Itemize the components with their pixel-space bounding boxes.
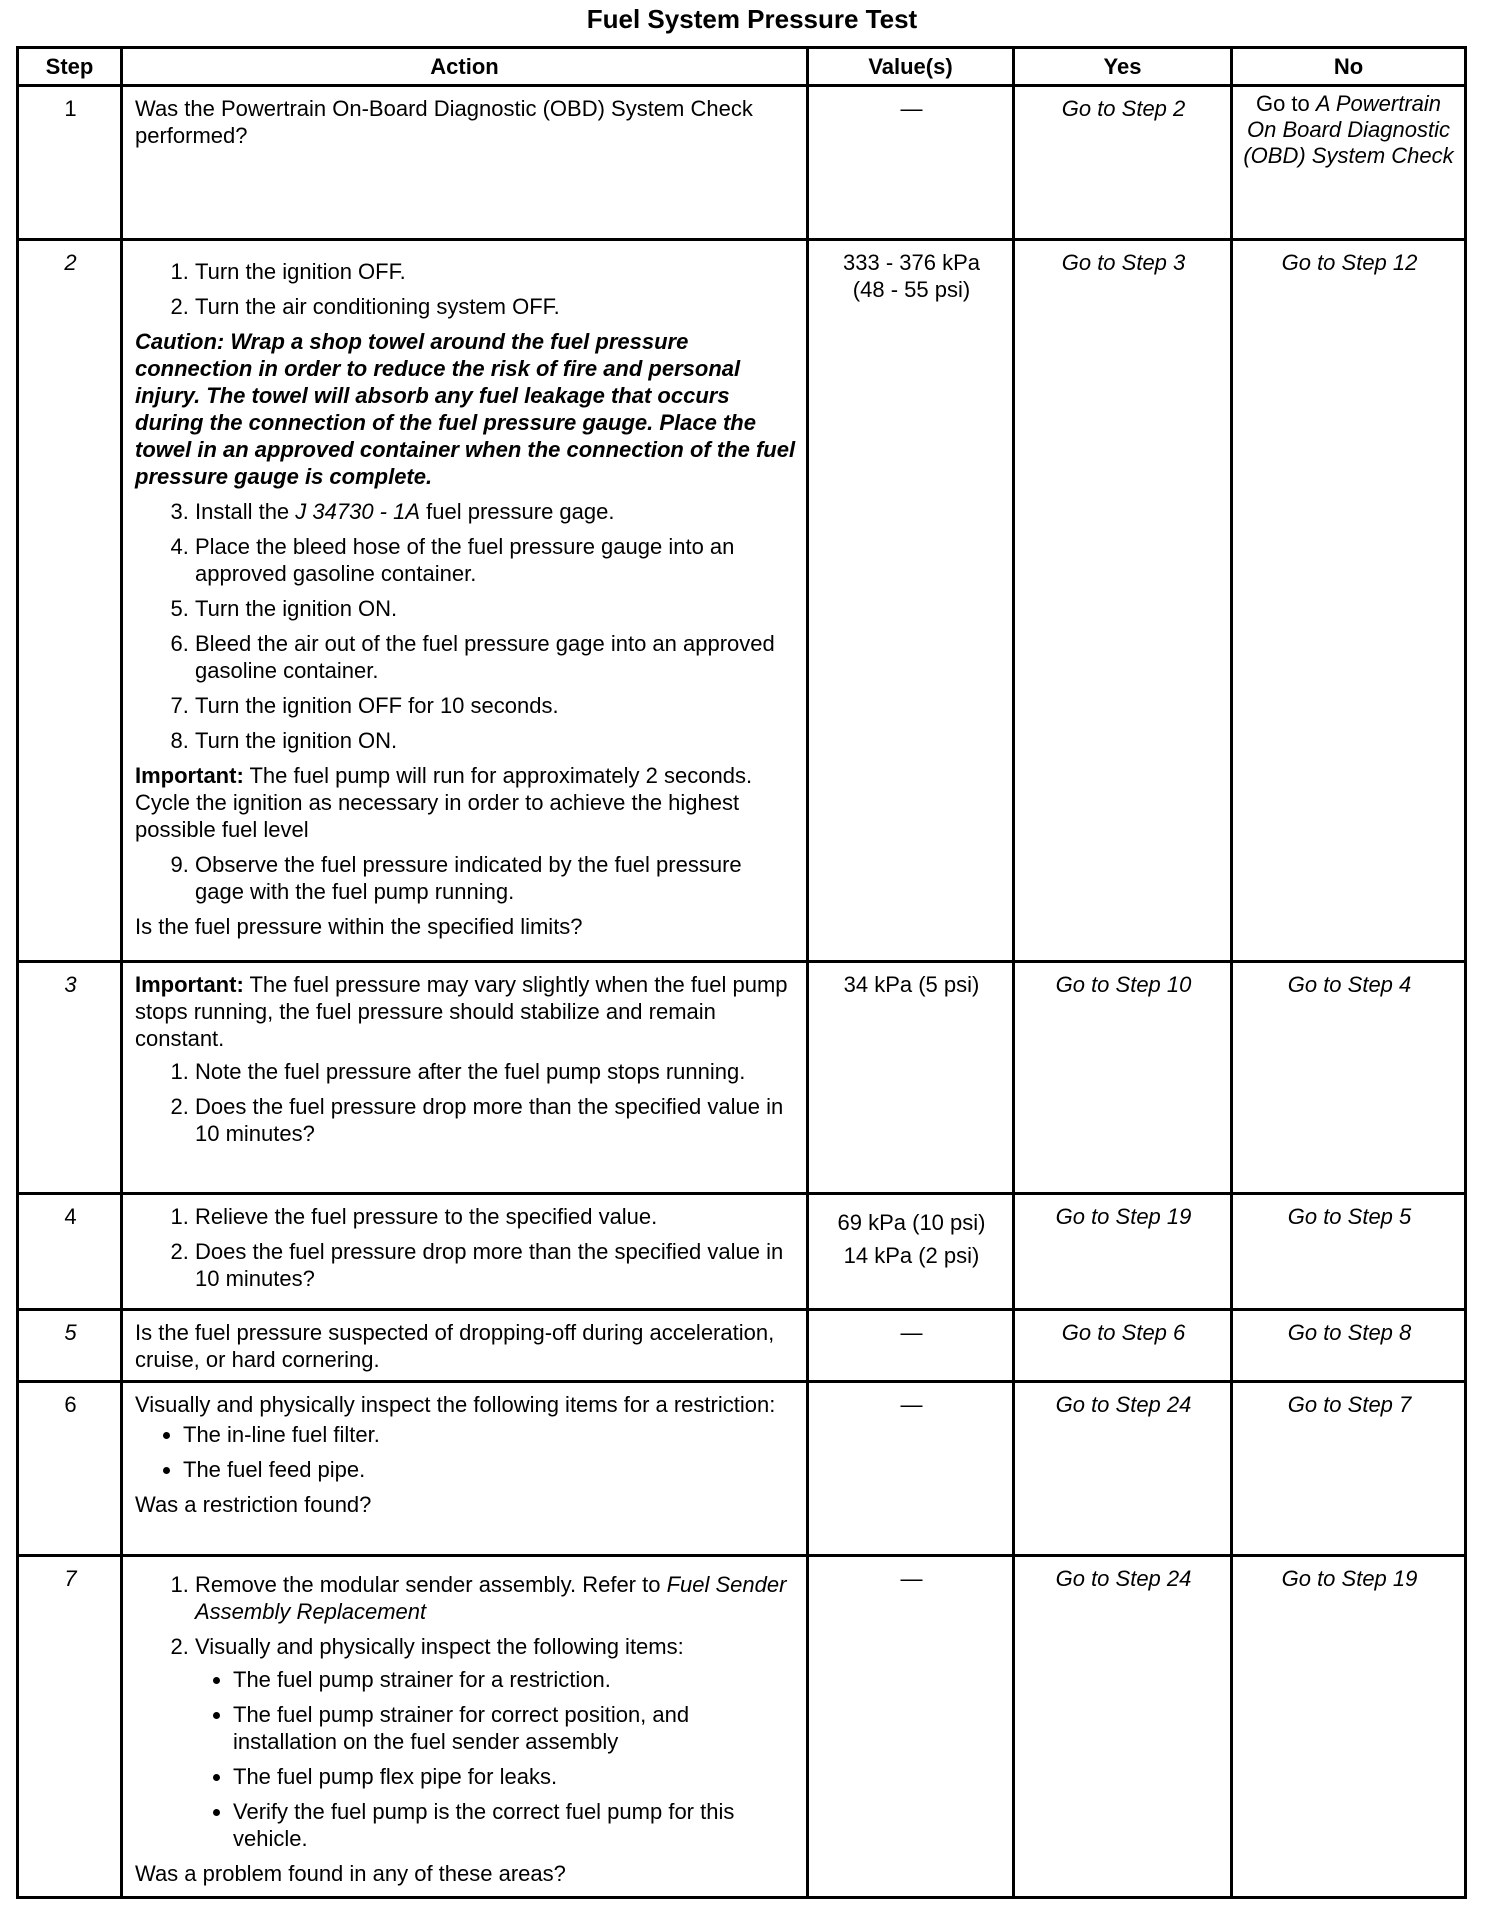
yes-link[interactable]: Go to Step 24 [1055, 1392, 1192, 1417]
table-row [18, 1310, 1466, 1382]
yes-cell [1014, 240, 1232, 962]
list-item: • The fuel pump strainer for a restriction. [233, 1666, 796, 1693]
no-cell [1232, 240, 1466, 962]
action-cell [122, 240, 808, 962]
header-values: Value(s) [808, 48, 1014, 86]
table-row [18, 240, 1466, 962]
list-item: 1. Remove the modular sender assembly. Refer to Fuel Sender Assembly Replacement [195, 1571, 796, 1625]
action-cell [122, 1556, 808, 1898]
step-number: 1 [18, 86, 122, 240]
action-question: Was the Powertrain On-Board Diagnostic (OBD) System Check performed? [135, 96, 753, 148]
yes-link[interactable]: Go to Step 19 [1055, 1204, 1192, 1229]
yes-cell [1014, 86, 1232, 240]
yes-cell [1014, 1194, 1232, 1310]
action-question: Was a problem found in any of these areas? [135, 1861, 566, 1886]
no-link[interactable]: Go to Step 12 [1281, 250, 1418, 275]
step-number: 3 [18, 962, 122, 1194]
important-note: Important: The fuel pressure may vary slightly when the fuel pump stops running, the fuel pressure should stabilize and remain constant. [135, 972, 788, 1051]
list-item: • The fuel pump flex pipe for leaks. [233, 1763, 796, 1790]
list-item: 6. Bleed the air out of the fuel pressure gage into an approved gasoline container. [195, 630, 796, 684]
tool-number: J 34730 - 1A [295, 499, 421, 524]
yes-cell [1014, 1556, 1232, 1898]
list-item: 1. Note the fuel pressure after the fuel pump stops running. [195, 1058, 796, 1085]
value-cell: — [808, 1382, 1014, 1556]
value-cell: 34 kPa (5 psi) [808, 962, 1014, 1194]
no-link[interactable]: Go to Step 4 [1287, 972, 1412, 997]
header-step: Step [18, 48, 122, 86]
table-row [18, 86, 1466, 240]
action-question: Was a restriction found? [135, 1492, 372, 1517]
action-question: Is the fuel pressure within the specified limits? [135, 914, 583, 939]
yes-cell [1014, 1310, 1232, 1382]
list-item: 5. Turn the ignition ON. [195, 595, 796, 622]
step-number: 4 [18, 1194, 122, 1310]
list-item: 2. Visually and physically inspect the following items: • The fuel pump strainer for a restriction. • The fuel pump strainer for correct position, and installation on the fuel sender assembly • The fuel pump flex pipe for leaks. • Verify the fuel pump is the correct fuel pump for this vehicle. [195, 1633, 796, 1852]
no-link-prefix: Go to [1255, 91, 1316, 116]
page-title: Fuel System Pressure Test [586, 4, 918, 34]
table-row [18, 1194, 1466, 1310]
action-intro: Visually and physically inspect the following items for a restriction: [135, 1392, 776, 1417]
list-item: • The in-line fuel filter. [183, 1421, 796, 1448]
value-line: (48 - 55 psi) [852, 277, 971, 302]
action-cell [122, 1382, 808, 1556]
step-list [135, 1058, 796, 1147]
list-item: 8. Turn the ignition ON. [195, 727, 796, 754]
table-row [18, 1556, 1466, 1898]
header-action: Action [122, 48, 808, 86]
list-item: 2. Does the fuel pressure drop more than the specified value in 10 minutes? [195, 1238, 796, 1292]
list-item: • The fuel feed pipe. [183, 1456, 796, 1483]
list-item: 3. Install the J 34730 - 1A fuel pressure gage. [195, 498, 796, 525]
value-cell: — [808, 86, 1014, 240]
no-cell [1232, 86, 1466, 240]
fuel-pressure-test-table [16, 46, 1467, 1899]
action-cell [122, 86, 808, 240]
important-note: Important: The fuel pump will run for approximately 2 seconds. Cycle the ignition as necessary in order to achieve the highest possible fuel level [135, 763, 753, 842]
step-list [135, 498, 796, 754]
no-link[interactable]: Go to Step 7 [1287, 1392, 1412, 1417]
list-item: 9. Observe the fuel pressure indicated by the fuel pressure gage with the fuel pump running. [195, 851, 796, 905]
no-link[interactable]: Go to Step 19 [1281, 1566, 1418, 1591]
list-item: 7. Turn the ignition OFF for 10 seconds. [195, 692, 796, 719]
header-row [18, 48, 1466, 86]
caution-note: Caution: Wrap a shop towel around the fuel pressure connection in order to reduce the risk of fire and personal injury. The towel will absorb any fuel leakage that occurs during the connection of the fuel pressure gauge. Place the towel in an approved container when the connection of the fuel pressure gauge is complete. [135, 329, 796, 489]
no-cell [1232, 1310, 1466, 1382]
no-cell [1232, 1382, 1466, 1556]
no-link[interactable]: Go to Step 8 [1287, 1320, 1412, 1345]
step-list [135, 1571, 796, 1852]
list-item: 1. Relieve the fuel pressure to the specified value. [195, 1203, 796, 1230]
action-cell [122, 962, 808, 1194]
bullet-list [195, 1666, 796, 1852]
step-list [135, 1203, 796, 1292]
no-link[interactable]: A Powertrain On Board Diagnostic (OBD) System Check [1243, 91, 1454, 168]
step-number: 5 [18, 1310, 122, 1382]
action-cell [122, 1310, 808, 1382]
yes-cell [1014, 962, 1232, 1194]
no-link[interactable]: Go to Step 5 [1287, 1204, 1412, 1229]
value-cell: — [808, 1310, 1014, 1382]
procedure-link[interactable]: Fuel Sender Assembly Replacement [195, 1572, 787, 1624]
yes-link[interactable]: Go to Step 2 [1061, 96, 1186, 121]
value-line: 14 kPa (2 psi) [843, 1243, 980, 1268]
yes-link[interactable]: Go to Step 10 [1055, 972, 1192, 997]
list-item: • Verify the fuel pump is the correct fuel pump for this vehicle. [233, 1798, 796, 1852]
header-yes: Yes [1014, 48, 1232, 86]
yes-link[interactable]: Go to Step 24 [1055, 1566, 1192, 1591]
yes-cell [1014, 1382, 1232, 1556]
step-list [135, 258, 796, 320]
yes-link[interactable]: Go to Step 6 [1061, 1320, 1186, 1345]
action-question: Is the fuel pressure suspected of dropping-off during acceleration, cruise, or hard cornering. [135, 1320, 775, 1372]
table-row [18, 962, 1466, 1194]
list-item: • The fuel pump strainer for correct position, and installation on the fuel sender assembly [233, 1701, 796, 1755]
no-cell [1232, 962, 1466, 1194]
list-item: 4. Place the bleed hose of the fuel pressure gauge into an approved gasoline container. [195, 533, 796, 587]
step-number: 6 [18, 1382, 122, 1556]
list-item: 1. Turn the ignition OFF. [195, 258, 796, 285]
value-line: 69 kPa (10 psi) [837, 1210, 986, 1235]
value-cell: — [808, 1556, 1014, 1898]
value-line: 333 - 376 kPa [843, 250, 980, 275]
no-cell [1232, 1194, 1466, 1310]
no-cell [1232, 1556, 1466, 1898]
step-list [135, 851, 796, 905]
list-item: 2. Does the fuel pressure drop more than the specified value in 10 minutes? [195, 1093, 796, 1147]
bullet-list [135, 1421, 796, 1483]
action-cell [122, 1194, 808, 1310]
value-cell [808, 240, 1014, 962]
value-cell [808, 1194, 1014, 1310]
list-item: 2. Turn the air conditioning system OFF. [195, 293, 796, 320]
table-row [18, 1382, 1466, 1556]
step-number: 2 [18, 240, 122, 962]
header-no: No [1232, 48, 1466, 86]
step-number: 7 [18, 1556, 122, 1898]
yes-link[interactable]: Go to Step 3 [1061, 250, 1186, 275]
